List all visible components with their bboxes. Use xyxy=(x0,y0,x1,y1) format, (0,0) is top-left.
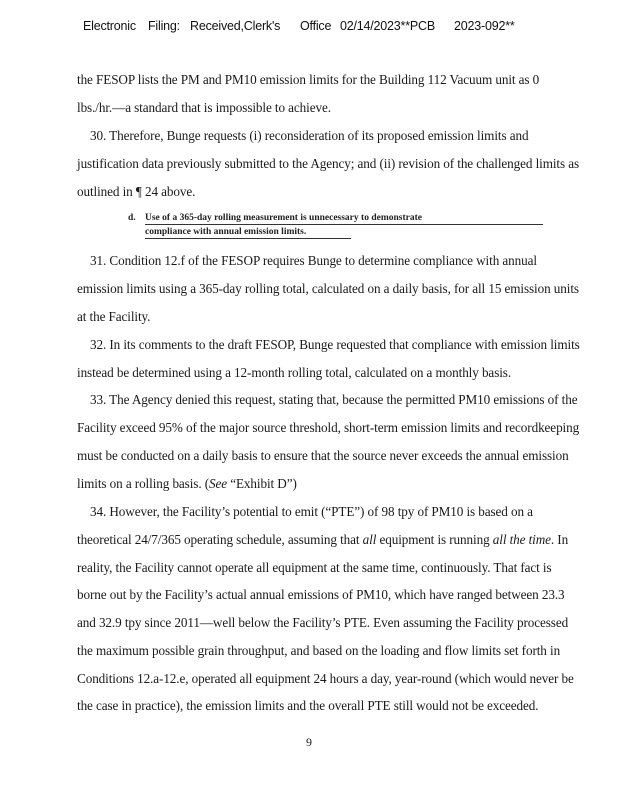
heading-text: Use of a 365-day rolling measurement is unnecessary to demonstrate xyxy=(145,213,422,223)
text-run: equipment is running xyxy=(376,532,493,547)
heading-letter: d. xyxy=(128,213,136,223)
italic-all: all xyxy=(362,532,377,547)
section-heading-cont xyxy=(145,227,306,237)
paragraph-30-line: 30. Therefore, Bunge requests (i) reconsideration of its proposed emission limits and xyxy=(90,128,529,143)
paragraph-34-line xyxy=(77,532,568,548)
paragraph-31-line: at the Facility. xyxy=(77,309,151,324)
paragraph-32-line: instead be determined using a 12-month rolling total, calculated on a monthly basis. xyxy=(77,365,512,380)
paragraph-31-line: 31. Condition 12.f of the FESOP requires Bunge to determine compliance with annual xyxy=(90,253,537,268)
text-run: “Exhibit D”) xyxy=(227,476,297,491)
italic-all-the-time: all the time xyxy=(492,532,551,547)
paragraph-34-line: the maximum possible grain throughput, and based on the loading and flow limits set forth in xyxy=(77,643,561,658)
heading-underline xyxy=(145,238,351,239)
paragraph-32-line: 32. In its comments to the draft FESOP, Bunge requested that compliance with emission limits xyxy=(90,337,580,352)
paragraph-30-line: justification data previously submitted to the Agency; and (ii) revision of the challenged limits as xyxy=(77,156,580,171)
filing-header xyxy=(0,19,618,37)
text-line: the FESOP lists the PM and PM10 emission limits for the Building 112 Vacuum unit as 0 xyxy=(77,72,540,87)
heading-underline xyxy=(145,224,543,225)
heading-text: compliance with annual emission limits. xyxy=(145,227,307,237)
paragraph-33-line: Facility exceed 95% of the major source threshold, short-term emission limits and recordkeeping xyxy=(77,420,580,435)
header-filing: Filing: xyxy=(148,19,180,33)
header-number: 2023-092** xyxy=(454,19,515,33)
paragraph-34-line: and 32.9 tpy since 2011—well below the Facility’s PTE. Even assuming the Facility processed xyxy=(77,615,569,630)
header-electronic: Electronic xyxy=(83,19,136,33)
header-received: Received,Clerk's xyxy=(190,19,281,33)
paragraph-34-line: borne out by the Facility’s actual annual emissions of PM10, which have ranged between 23.3 xyxy=(77,587,565,602)
italic-see: See xyxy=(209,476,228,491)
paragraph-33-line: 33. The Agency denied this request, stating that, because the permitted PM10 emissions of the xyxy=(90,392,578,407)
text-run: theoretical 24/7/365 operating schedule, assuming that xyxy=(77,532,363,547)
text-run: limits on a rolling basis. ( xyxy=(77,476,209,491)
paragraph-31-line: emission limits using a 365-day rolling total, calculated on a daily basis, for all 15 emission units xyxy=(77,281,579,296)
paragraph-34-line: Conditions 12.a-12.e, operated all equipment 24 hours a day, year-round (which would never be xyxy=(77,671,574,686)
page-number: 9 xyxy=(306,735,312,749)
paragraph-30-line: outlined in ¶ 24 above. xyxy=(77,184,196,199)
paragraph-34-line: reality, the Facility cannot operate all equipment at the same time, continuously. That fact is xyxy=(77,560,552,575)
header-office: Office xyxy=(300,19,332,33)
text-line: lbs./hr.—a standard that is impossible to achieve. xyxy=(77,100,331,115)
text-run: . In xyxy=(550,532,569,547)
header-date: 02/14/2023**PCB xyxy=(340,19,435,33)
section-heading xyxy=(128,213,422,223)
paragraph-34-line: 34. However, the Facility’s potential to emit (“PTE”) of 98 tpy of PM10 is based on a xyxy=(90,504,533,519)
paragraph-33-line xyxy=(77,476,297,492)
paragraph-34-line: the case in practice), the emission limits and the overall PTE still would not be exceeded. xyxy=(77,698,539,713)
paragraph-33-line: must be conducted on a daily basis to ensure that the source never exceeds the annual emission xyxy=(77,448,569,463)
